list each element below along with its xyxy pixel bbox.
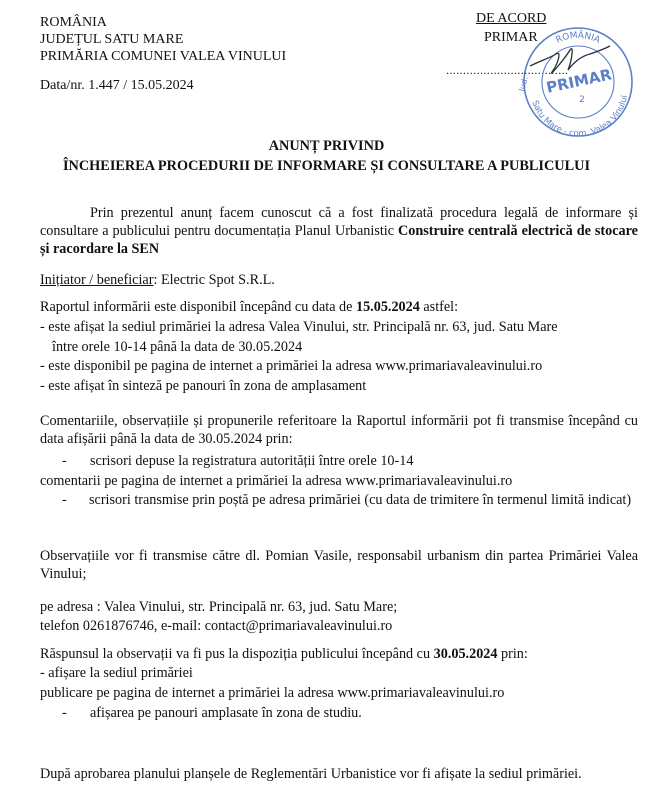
approval-label: DE ACORD [476,11,547,26]
comments-item-1 [62,452,413,470]
initiator-line [40,271,275,289]
report-item-2: - este disponibil pe pagina de internet a primăriei la adresa www.primariavaleavinului.ro [40,358,543,374]
observations-contact: telefon 0261876746, e-mail: contact@primariavaleavinului.ro [40,618,393,634]
closing-statement: După aprobarea planului planșele de Reglementări Urbanistice vor fi afișate la sediul primăriei. [40,766,582,782]
response-lead-end: prin: [497,646,528,662]
report-item-1-cont: între orele 10-14 până la data de 30.05.2024 [52,339,303,355]
stamp-title: PRIMAR [544,65,614,97]
observations-paragraph: Observațiile vor fi transmise către dl. Pomian Vasile, responsabil urbanism din partea Primăriei Valea Vinului; [40,548,638,582]
county-name: JUDEȚUL SATU MARE [40,32,184,47]
official-stamp [512,20,638,138]
response-lead-text: Răspunsul la observații va fi pus la dispoziția publicului începând cu [40,646,434,662]
comments-item-3-dash: - [62,492,67,508]
initiator-value: : Electric Spot S.R.L. [153,272,275,288]
report-lead-end: astfel: [419,299,459,315]
stamp-country: ROMÂNIA [554,30,602,46]
response-item-3-text: afișarea pe panouri amplasate în zona de studiu. [90,705,362,721]
report-item-1: - este afișat la sediul primăriei la adresa Valea Vinului, str. Principală nr. 63, jud. Satu Mare [40,319,558,335]
document-number: Data/nr. 1.447 / 15.05.2024 [40,78,194,93]
approval-role: PRIMAR [484,30,538,45]
initiator-label: Inițiator / beneficiar [40,272,154,288]
country-name: ROMÂNIA [40,15,107,30]
response-item-1: - afișare la sediul primăriei [40,665,193,681]
observations-address: pe adresa : Valea Vinului, str. Principală nr. 63, jud. Satu Mare; [40,599,398,615]
title-line-2: ÎNCHEIEREA PROCEDURII DE INFORMARE ȘI CONSULTARE A PUBLICULUI [62,158,591,174]
report-lead-text: Raportul informării este disponibil începând cu data de [40,299,356,315]
comments-paragraph: Comentariile, observațiile și propunerile referitoare la Raportul informării pot fi transmise începând cu data afișării până la data de 30.05.2024 prin: [40,413,638,447]
response-date: 30.05.2024 [433,646,498,662]
stamp-number: 2 [579,95,585,105]
report-item-3: - este afișat în sinteză pe panouri în zona de amplasament [40,378,367,394]
intro-paragraph [40,204,638,258]
comments-item-2: comentarii pe pagina de internet a primăriei la adresa www.primariavaleavinului.ro [40,473,513,489]
comments-item-1-text: scrisori depuse la registratura autorității între orele 10-14 [90,453,414,469]
bullet-dash: - [62,453,67,469]
intro-text: Prin prezentul anunț facem cunoscut că a fost finalizată procedura legală de informare și consultare a publicului pentru documentația Planul Urbanistic [40,205,638,239]
stamp-location: Satu Mare - com. Valea Vinului [529,94,631,138]
project-name: Construire centrală electrică de stocare și racordare la SEN [40,223,638,257]
response-item-3 [62,704,362,722]
stamp-side: Jud. [517,75,530,93]
title-line-1: ANUNȚ PRIVIND [268,138,385,154]
institution-name: PRIMĂRIA COMUNEI VALEA VINULUI [40,49,287,64]
signature-line: .................................... [446,63,569,77]
bullet-dash: - [62,705,67,721]
issuer-block [40,14,286,65]
report-lead [40,298,458,316]
report-date: 15.05.2024 [355,299,420,315]
response-lead [40,645,528,663]
comments-item-3: scrisori transmise prin poștă pe adresa primăriei (cu data de trimitere în termenul limită indicat) [89,492,632,508]
response-item-2: publicare pe pagina de internet a primăriei la adresa www.primariavaleavinului.ro [40,685,505,701]
